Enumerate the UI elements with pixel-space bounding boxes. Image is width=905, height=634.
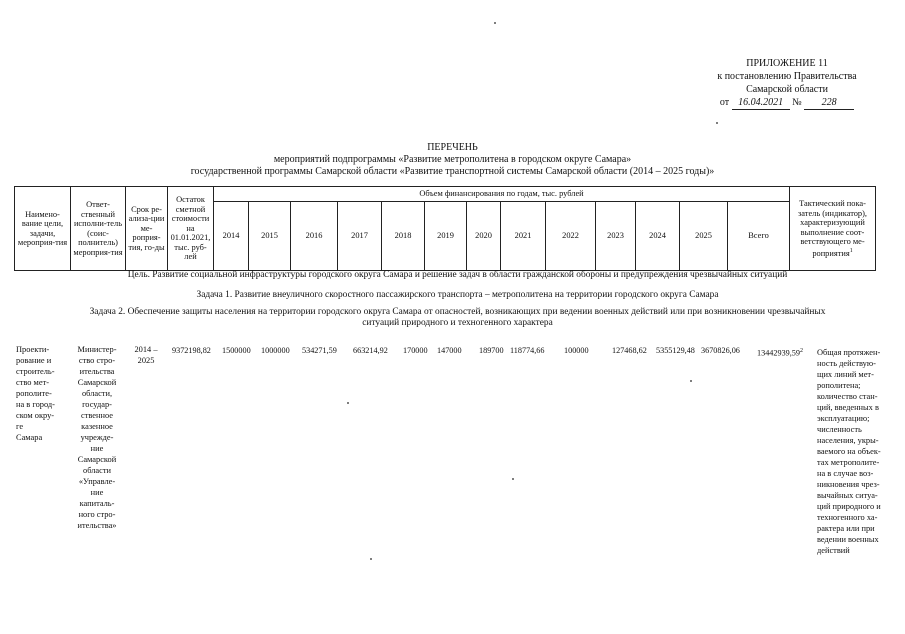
task2-line-cont: ситуаций природного и техногенного характера <box>362 318 553 328</box>
row-term-start: 2014 – <box>134 345 158 354</box>
row-value-total <box>757 346 803 359</box>
appendix-date-line <box>702 96 872 110</box>
header-responsible: Ответ-ственный исполни-тель (соис-полнитель) мероприя-тия <box>71 187 126 271</box>
row-name-line: Самара <box>16 433 43 442</box>
row-indicator-line: тах метрополите- <box>817 458 880 467</box>
row-value-2017: 663214,92 <box>353 346 388 355</box>
row-indicator-line: техногенного ха- <box>817 513 878 522</box>
row-name-line: ге <box>16 422 24 431</box>
row-value-2023: 127468,62 <box>612 346 647 355</box>
row-name-line: ском окру- <box>16 411 55 420</box>
table-header <box>14 186 876 271</box>
row-indicator-line: на в случае воз- <box>817 469 874 478</box>
row-term <box>126 344 166 366</box>
scan-speck <box>512 478 514 480</box>
row-value-2014: 1500000 <box>222 346 251 355</box>
header-name: Наимено-вание цели, задачи, мероприя-тия <box>15 187 71 271</box>
row-responsible-line: области <box>83 466 111 475</box>
row-name-line: строитель- <box>16 367 55 376</box>
row-indicator-line: действий <box>817 546 850 555</box>
header-year: 2023 <box>596 202 636 271</box>
row-indicator-line: ваемого на объек- <box>817 447 881 456</box>
row-value-2016: 534271,59 <box>302 346 337 355</box>
header-year: 2019 <box>425 202 467 271</box>
scan-speck <box>494 22 496 24</box>
row-indicator-line: рополитена; <box>817 381 861 390</box>
appendix-block <box>702 57 872 110</box>
header-total: Всего <box>728 202 790 271</box>
number-prefix: № <box>792 97 802 108</box>
header-year: 2021 <box>501 202 546 271</box>
row-name-line: рование и <box>16 356 52 365</box>
row-balance: 9372198,82 <box>172 346 211 355</box>
scan-speck <box>690 380 692 382</box>
row-name <box>16 344 72 443</box>
scan-speck <box>716 122 718 124</box>
row-value-2015: 1000000 <box>261 346 290 355</box>
row-indicator-line: рактера или при <box>817 524 875 533</box>
goal-line: Цель. Развитие социальной инфраструктуры городского округа Самара и решение задач в области гражданской обороны и предупреждения чрезвычайных ситуаций <box>127 270 788 280</box>
row-indicator-line: вычайных ситуа- <box>817 491 878 500</box>
row-responsible-line: Самарской <box>77 455 117 464</box>
header-year: 2016 <box>291 202 338 271</box>
row-value-2021: 118774,66 <box>510 346 545 355</box>
task1-line: Задача 1. Развитие внеуличного скоростного пассажирского транспорта – метрополитена на территории городского округа Самара <box>196 290 719 300</box>
scan-speck <box>370 558 372 560</box>
row-value-2020: 189700 <box>479 346 504 355</box>
appendix-title: ПРИЛОЖЕНИЕ 11 <box>746 58 828 69</box>
row-indicator <box>817 347 898 556</box>
row-responsible-line: ственное <box>81 411 113 420</box>
row-responsible-line: ние <box>90 488 104 497</box>
header-indicator-text: Тактический пока-затель (индикатор), характеризующий выполнение соот-ветствующего ме-роприятия <box>797 199 868 258</box>
header-year: 2015 <box>249 202 291 271</box>
header-year: 2022 <box>546 202 596 271</box>
row-indicator-line: ведении военных <box>817 535 879 544</box>
row-indicator-line: щих линий мет- <box>817 370 874 379</box>
header-year: 2017 <box>338 202 382 271</box>
row-responsible-line: «Управле- <box>78 477 116 486</box>
decree-number: 228 <box>804 96 854 110</box>
scan-speck <box>347 402 349 404</box>
document-title <box>0 142 905 178</box>
header-indicator-footnote: 1 <box>849 247 853 254</box>
header-year: 2014 <box>214 202 249 271</box>
row-name-line: на в город- <box>16 400 55 409</box>
row-name-line: Проекти- <box>16 345 50 354</box>
row-value-2024: 5355129,48 <box>656 346 695 355</box>
title-subprogram: мероприятий подпрограммы «Развитие метрополитена в городском округе Самара» <box>273 154 632 165</box>
header-year: 2024 <box>636 202 680 271</box>
row-indicator-line: численность <box>817 425 862 434</box>
decree-date: 16.04.2021 <box>732 96 790 110</box>
row-term-end: 2025 <box>137 356 155 365</box>
row-total-text: 13442939,59 <box>757 348 800 358</box>
row-responsible-line: ительства <box>79 367 115 376</box>
title-program: государственной программы Самарской области «Развитие транспортной системы Самарской области (2014 – 2025 годы)» <box>190 166 715 177</box>
row-indicator-line: количество стан- <box>817 392 878 401</box>
header-funding: Объем финансирования по годам, тыс. рублей <box>214 187 790 202</box>
row-indicator-line: эксплуатацию; <box>817 414 870 423</box>
row-indicator-line: никновения чрез- <box>817 480 880 489</box>
row-indicator-line: ность действую- <box>817 359 876 368</box>
appendix-line: Самарской области <box>746 84 828 95</box>
appendix-line: к постановлению Правительства <box>717 71 857 82</box>
row-responsible-line: Самарской <box>77 378 117 387</box>
row-value-2018: 170000 <box>403 346 428 355</box>
title-heading: ПЕРЕЧЕНЬ <box>427 142 478 153</box>
row-indicator-line: населения, укры- <box>817 436 879 445</box>
date-prefix: от <box>719 97 730 108</box>
header-year: 2025 <box>680 202 728 271</box>
row-name-line: ство мет- <box>16 378 50 387</box>
row-responsible <box>70 344 124 531</box>
header-term: Срок ре-ализа-ции ме-роприя-тия, го-ды <box>126 187 168 271</box>
row-indicator-line: ций, введенных в <box>817 403 879 412</box>
row-name-line: рополите- <box>16 389 52 398</box>
row-value-2025: 3670826,06 <box>701 346 740 355</box>
header-year: 2020 <box>467 202 501 271</box>
row-responsible-line: Министер- <box>77 345 117 354</box>
header-year: 2018 <box>382 202 425 271</box>
row-indicator-line: Общая протяжен- <box>817 348 881 357</box>
row-total-footnote: 2 <box>799 348 803 354</box>
row-responsible-line: казенное <box>81 422 113 431</box>
row-responsible-line: учрежде- <box>80 433 114 442</box>
row-responsible-line: области, <box>81 389 113 398</box>
row-responsible-line: ительства» <box>77 521 117 530</box>
row-indicator-line: ций природного и <box>817 502 881 511</box>
row-value-2022: 100000 <box>564 346 589 355</box>
header-indicator <box>790 187 876 271</box>
row-value-2019: 147000 <box>437 346 462 355</box>
row-responsible-line: ного стро- <box>78 510 116 519</box>
row-responsible-line: капиталь- <box>79 499 115 508</box>
row-responsible-line: государ- <box>82 400 112 409</box>
header-balance: Остаток сметной стоимости на 01.01.2021, тыс. руб-лей <box>168 187 214 271</box>
row-responsible-line: ство стро- <box>78 356 116 365</box>
row-responsible-line: ние <box>90 444 104 453</box>
task2-line: Задача 2. Обеспечение защиты населения на территории городского округа Самара от опасностей, возникающих при ведении военных действий или при возникновении чрезвычайных <box>89 307 826 317</box>
